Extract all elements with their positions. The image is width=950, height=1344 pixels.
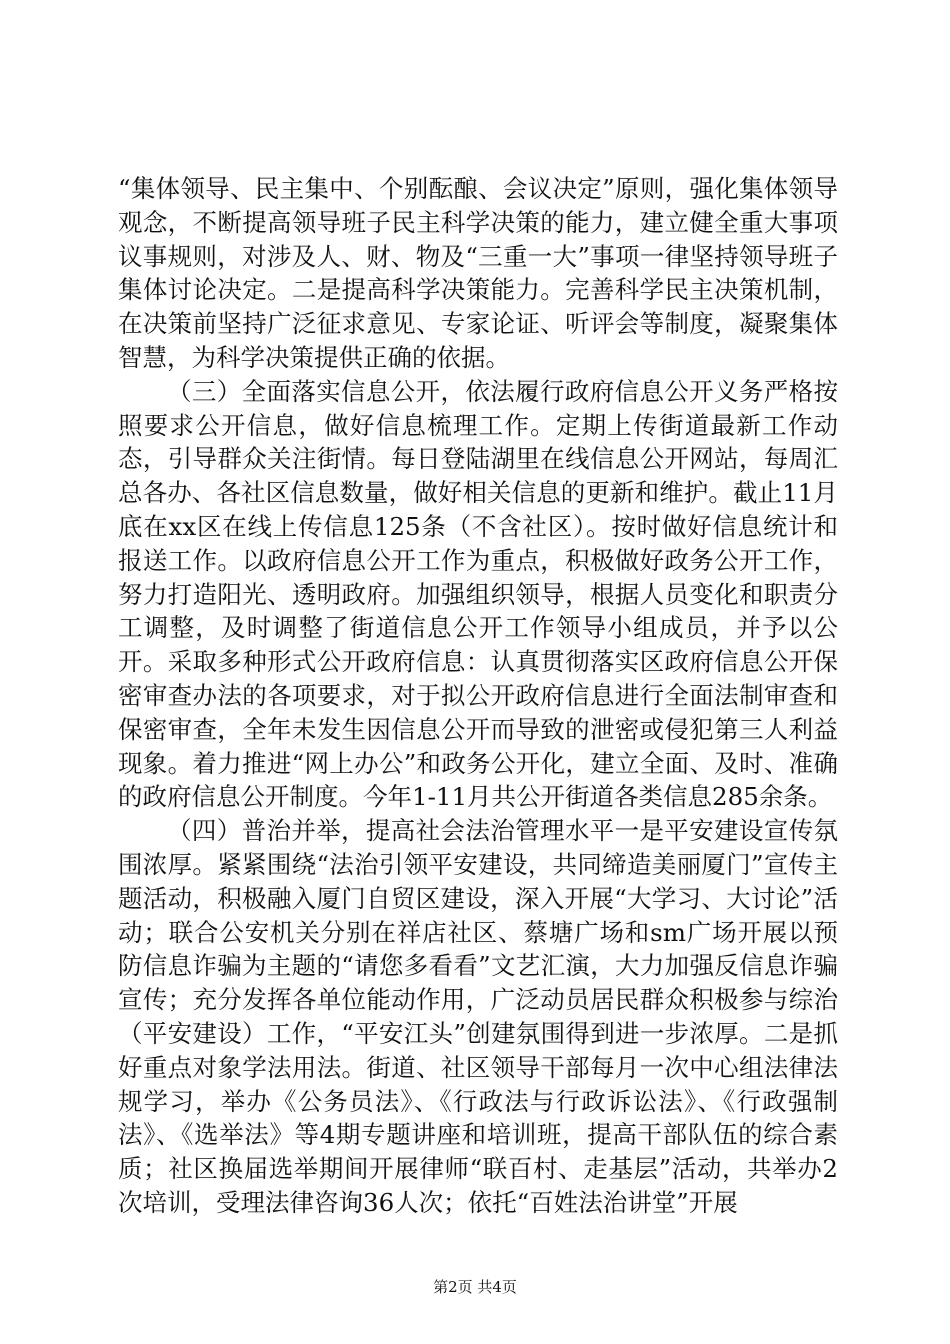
page-footer: 第2页 共4页 — [433, 1278, 517, 1296]
paragraph-3: （四）普治并举，提高社会法治管理水平一是平安建设宣传氛围浓厚。紧紧围绕“法治引领平安建设，共同缔造美丽厦门”宣传主题活动，积极融入厦门自贸区建设，深入开展“大学习、大讨论”活动；联合公安机关分别在祥店社区、蔡塘广场和sm广场开展以预防信息诈骗为主题的“请您多看看”文艺汇演，大力加强反信息诈骗宣传；充分发挥各单位能动作用，广泛动员居民群众积极参与综治（平安建设）工作，“平安江头”创建氛围得到进一步浓厚。二是抓好重点对象学法用法。街道、社区领导干部每月一次中心组法律法规学习，举办《公务员法》、《行政法与行政诉讼法》、《行政强制法》、《选举法》等4期专题讲座和培训班，提高干部队伍的综合素质；社区换届选举期间开展律师“联百村、走基层”活动，共举办2次培训，受理法律咨询36人次；依托“百姓法治讲堂”开展 — [118, 816, 838, 1217]
paragraph-2: （三）全面落实信息公开，依法履行政府信息公开义务严格按照要求公开信息，做好信息梳理工作。定期上传街道最新工作动态，引导群众关注街情。每日登陆湖里在线信息公开网站，每周汇总各办、各社区信息数量，做好相关信息的更新和维护。截止11月底在xx区在线上传信息125条（不含社区）。按时做好信息统计和报送工作。以政府信息公开工作为重点，积极做好政务公开工作，努力打造阳光、透明政府。加强组织领导，根据人员变化和职责分工调整，及时调整了街道信息公开工作领导小组成员，并予以公开。采取多种形式公开政府信息：认真贯彻落实区政府信息公开保密审查办法的各项要求，对于拟公开政府信息进行全面法制审查和保密审查，全年未发生因信息公开而导致的泄密或侵犯第三人利益现象。着力推进“网上办公”和政务公开化，建立全面、及时、准确的政府信息公开制度。今年1-11月共公开街道各类信息285余条。 — [118, 376, 838, 812]
document-body — [118, 172, 838, 1220]
paragraph-1: “集体领导、民主集中、个别酝酿、会议决定”原则，强化集体领导观念，不断提高领导班子民主科学决策的能力，建立健全重大事项议事规则，对涉及人、财、物及“三重一大”事项一律坚持领导班子集体讨论决定。二是提高科学决策能力。完善科学民主决策机制，在决策前坚持广泛征求意见、专家论证、听评会等制度，凝聚集体智慧，为科学决策提供正确的依据。 — [118, 174, 838, 372]
